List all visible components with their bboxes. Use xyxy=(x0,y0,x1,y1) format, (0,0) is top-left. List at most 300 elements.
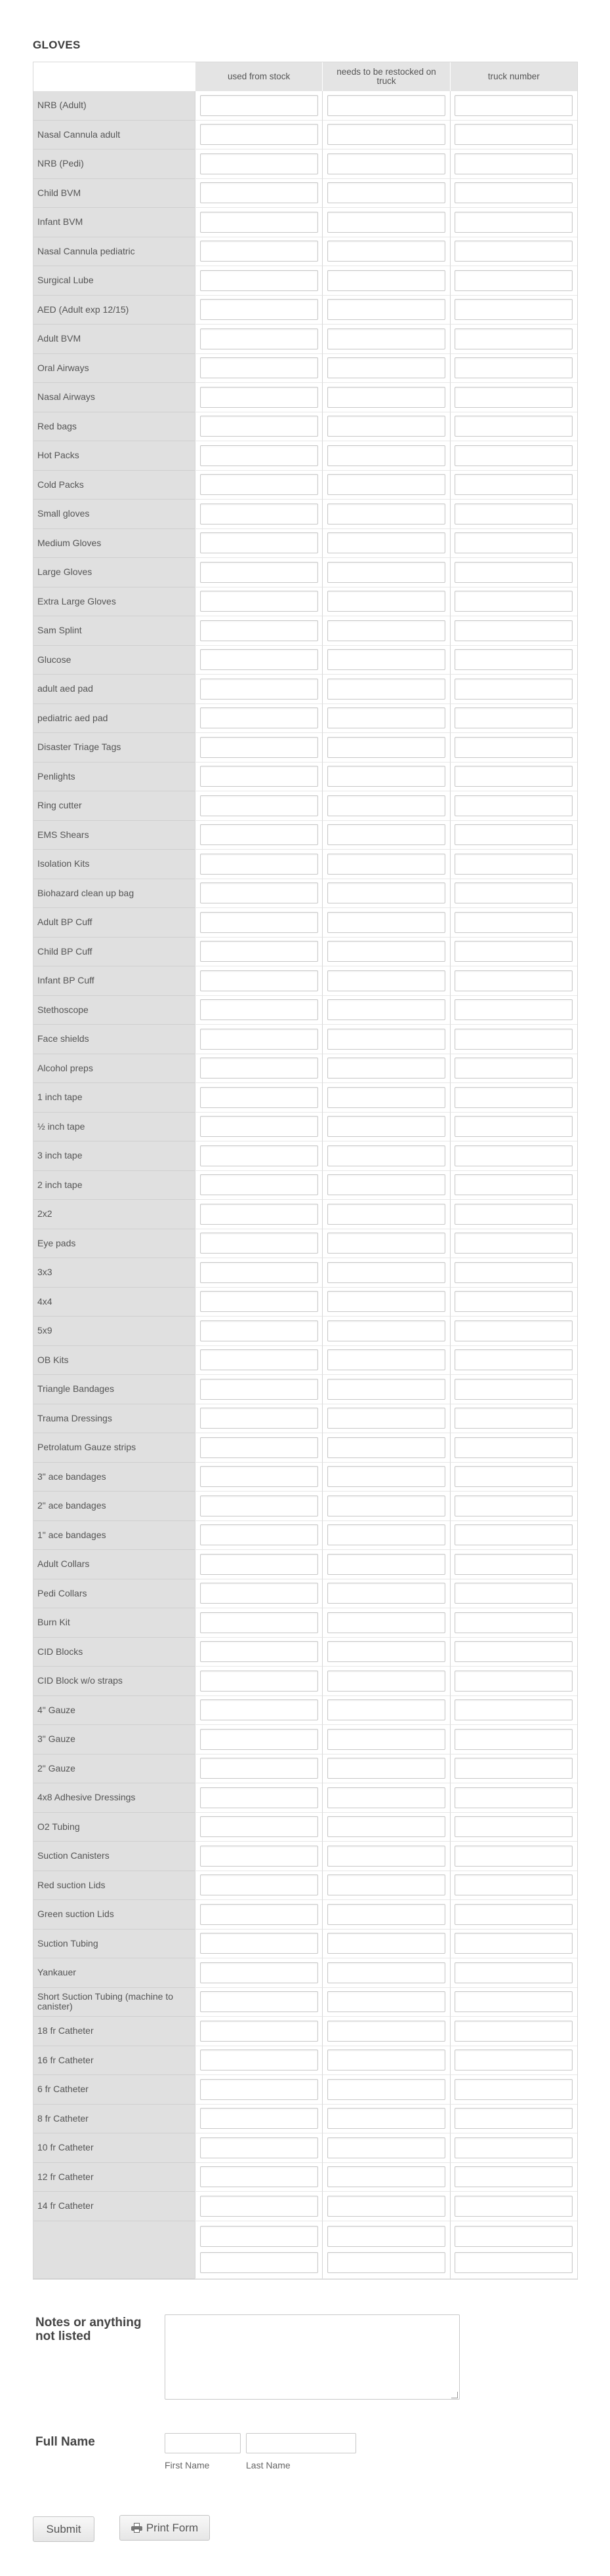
used-from-stock-input[interactable] xyxy=(200,1641,318,1662)
matrix-cell xyxy=(450,733,577,763)
truck-number-input[interactable] xyxy=(455,620,573,641)
truck-number-input[interactable] xyxy=(455,1262,573,1283)
truck-number-input[interactable] xyxy=(455,1583,573,1604)
truck-number-input[interactable] xyxy=(455,2166,573,2187)
truck-number-input[interactable] xyxy=(455,737,573,758)
row-label: Face shields xyxy=(33,1025,195,1054)
used-from-stock-input[interactable] xyxy=(200,1204,318,1225)
matrix-row xyxy=(33,1288,577,1317)
used-from-stock-input[interactable] xyxy=(200,445,318,466)
matrix-cell xyxy=(195,1258,322,1288)
used-from-stock-input[interactable] xyxy=(200,1758,318,1779)
used-from-stock-input[interactable] xyxy=(200,357,318,378)
used-from-stock-input[interactable] xyxy=(200,504,318,525)
restock-input[interactable] xyxy=(327,212,445,233)
matrix-row xyxy=(33,2046,577,2076)
used-from-stock-extra-input[interactable] xyxy=(200,2252,318,2273)
restock-input[interactable] xyxy=(327,1816,445,1837)
matrix-row xyxy=(33,850,577,879)
used-from-stock-input[interactable] xyxy=(200,1233,318,1254)
used-from-stock-input[interactable] xyxy=(200,1058,318,1079)
restock-input[interactable] xyxy=(327,1379,445,1400)
first-name-input[interactable] xyxy=(165,2433,241,2453)
used-from-stock-input[interactable] xyxy=(200,707,318,728)
truck-number-input[interactable] xyxy=(455,153,573,174)
truck-number-input[interactable] xyxy=(455,1174,573,1195)
row-label: Eye pads xyxy=(33,1229,195,1259)
truck-number-input[interactable] xyxy=(455,2050,573,2071)
used-from-stock-input[interactable] xyxy=(200,1583,318,1604)
matrix-row xyxy=(33,1579,577,1609)
restock-input[interactable] xyxy=(327,445,445,466)
truck-number-input[interactable] xyxy=(455,1408,573,1429)
matrix-row xyxy=(33,821,577,850)
used-from-stock-input[interactable] xyxy=(200,1729,318,1750)
restock-input[interactable] xyxy=(327,1408,445,1429)
matrix-row xyxy=(33,471,577,500)
truck-number-input[interactable] xyxy=(455,1671,573,1692)
truck-number-input[interactable] xyxy=(455,445,573,466)
used-from-stock-input[interactable] xyxy=(200,1816,318,1837)
restock-input[interactable] xyxy=(327,1874,445,1895)
truck-number-input[interactable] xyxy=(455,912,573,933)
matrix-row xyxy=(33,1930,577,1959)
used-from-stock-input[interactable] xyxy=(200,1874,318,1895)
matrix-cell xyxy=(195,558,322,587)
restock-input[interactable] xyxy=(327,649,445,670)
truck-number-input[interactable] xyxy=(455,854,573,875)
restock-input[interactable] xyxy=(327,941,445,962)
used-from-stock-input[interactable] xyxy=(200,620,318,641)
matrix-cell xyxy=(195,1783,322,1813)
truck-number-input[interactable] xyxy=(455,1466,573,1487)
used-from-stock-input[interactable] xyxy=(200,941,318,962)
restock-input[interactable] xyxy=(327,679,445,700)
truck-number-input[interactable] xyxy=(455,2196,573,2217)
restock-input[interactable] xyxy=(327,532,445,553)
restock-input[interactable] xyxy=(327,124,445,145)
used-from-stock-input[interactable] xyxy=(200,2021,318,2042)
used-from-stock-input[interactable] xyxy=(200,212,318,233)
used-from-stock-input[interactable] xyxy=(200,1320,318,1341)
truck-number-input[interactable] xyxy=(455,532,573,553)
restock-input[interactable] xyxy=(327,999,445,1020)
matrix-row xyxy=(33,2133,577,2163)
restock-input[interactable] xyxy=(327,504,445,525)
matrix-cell xyxy=(195,1404,322,1434)
matrix-cell xyxy=(195,908,322,938)
restock-input[interactable] xyxy=(327,1204,445,1225)
matrix-cell xyxy=(195,237,322,267)
used-from-stock-input[interactable] xyxy=(200,1174,318,1195)
restock-input[interactable] xyxy=(327,2196,445,2217)
restock-input[interactable] xyxy=(327,1262,445,1283)
used-from-stock-input[interactable] xyxy=(200,299,318,320)
matrix-cell xyxy=(450,879,577,909)
truck-number-input[interactable] xyxy=(455,941,573,962)
matrix-cell xyxy=(322,1900,449,1930)
restock-input[interactable] xyxy=(327,1554,445,1575)
used-from-stock-input[interactable] xyxy=(200,999,318,1020)
used-from-stock-input[interactable] xyxy=(200,95,318,116)
used-from-stock-input[interactable] xyxy=(200,124,318,145)
truck-number-input[interactable] xyxy=(455,1320,573,1341)
restock-input[interactable] xyxy=(327,1612,445,1633)
truck-number-input[interactable] xyxy=(455,1087,573,1108)
matrix-cell xyxy=(322,558,449,587)
truck-number-input[interactable] xyxy=(455,2021,573,2042)
truck-number-input[interactable] xyxy=(455,591,573,612)
truck-number-input[interactable] xyxy=(455,212,573,233)
used-from-stock-input[interactable] xyxy=(200,649,318,670)
restock-input[interactable] xyxy=(327,1991,445,2012)
matrix-cell xyxy=(322,908,449,938)
last-name-input[interactable] xyxy=(246,2433,356,2453)
restock-input[interactable] xyxy=(327,1233,445,1254)
used-from-stock-input[interactable] xyxy=(200,795,318,816)
restock-input[interactable] xyxy=(327,2021,445,2042)
last-name-sublabel: Last Name xyxy=(246,2460,291,2470)
used-from-stock-input[interactable] xyxy=(200,1408,318,1429)
restock-input[interactable] xyxy=(327,970,445,991)
restock-input[interactable] xyxy=(327,299,445,320)
used-from-stock-input[interactable] xyxy=(200,1554,318,1575)
truck-number-input[interactable] xyxy=(455,1204,573,1225)
used-from-stock-input[interactable] xyxy=(200,241,318,262)
restock-input[interactable] xyxy=(327,387,445,408)
used-from-stock-input[interactable] xyxy=(200,1437,318,1458)
matrix-cell xyxy=(450,179,577,208)
restock-input[interactable] xyxy=(327,1496,445,1516)
submit-button[interactable] xyxy=(33,2516,94,2542)
truck-number-input[interactable] xyxy=(455,1846,573,1867)
used-from-stock-input[interactable] xyxy=(200,1466,318,1487)
matrix-cell xyxy=(195,208,322,237)
truck-number-input[interactable] xyxy=(455,1029,573,1050)
submit-button-label: Submit xyxy=(46,2522,81,2535)
truck-number-input[interactable] xyxy=(455,1233,573,1254)
matrix-cell xyxy=(450,1930,577,1959)
row-label: 5x9 xyxy=(33,1317,195,1346)
restock-input[interactable] xyxy=(327,620,445,641)
matrix-cell xyxy=(450,1725,577,1754)
matrix-cell xyxy=(195,1171,322,1200)
restock-input[interactable] xyxy=(327,270,445,291)
used-from-stock-input[interactable] xyxy=(200,1699,318,1720)
matrix-row xyxy=(33,1083,577,1113)
truck-number-input[interactable] xyxy=(455,2079,573,2100)
column-header-truck-number: truck number xyxy=(450,62,577,91)
truck-number-input[interactable] xyxy=(455,795,573,816)
used-from-stock-input[interactable] xyxy=(200,679,318,700)
matrix-cell xyxy=(195,1463,322,1492)
used-from-stock-input[interactable] xyxy=(200,737,318,758)
matrix-cell xyxy=(195,1988,322,2017)
matrix-cell xyxy=(450,1404,577,1434)
row-label: Short Suction Tubing (machine to canister) xyxy=(33,1988,195,2017)
restock-input[interactable] xyxy=(327,241,445,262)
matrix-cell xyxy=(322,1667,449,1696)
restock-input[interactable] xyxy=(327,795,445,816)
truck-number-input[interactable] xyxy=(455,1787,573,1808)
truck-number-input[interactable] xyxy=(455,357,573,378)
restock-input[interactable] xyxy=(327,1116,445,1137)
used-from-stock-input[interactable] xyxy=(200,2137,318,2158)
truck-number-input[interactable] xyxy=(455,1816,573,1837)
truck-number-input[interactable] xyxy=(455,1349,573,1370)
matrix-cell xyxy=(195,2017,322,2046)
restock-input[interactable] xyxy=(327,357,445,378)
truck-number-extra-input[interactable] xyxy=(455,2252,573,2273)
matrix-cell xyxy=(322,587,449,617)
truck-number-input[interactable] xyxy=(455,1145,573,1166)
matrix-cell xyxy=(195,1930,322,1959)
used-from-stock-input[interactable] xyxy=(200,1991,318,2012)
matrix-cell xyxy=(195,1288,322,1317)
restock-input[interactable] xyxy=(327,1174,445,1195)
used-from-stock-extra-input[interactable] xyxy=(200,2226,318,2247)
truck-number-input[interactable] xyxy=(455,328,573,349)
restock-input[interactable] xyxy=(327,1029,445,1050)
restock-input[interactable] xyxy=(327,766,445,787)
truck-number-input[interactable] xyxy=(455,1758,573,1779)
restock-input[interactable] xyxy=(327,416,445,437)
used-from-stock-input[interactable] xyxy=(200,562,318,583)
restock-input[interactable] xyxy=(327,737,445,758)
restock-input[interactable] xyxy=(327,2108,445,2129)
restock-input[interactable] xyxy=(327,824,445,845)
used-from-stock-input[interactable] xyxy=(200,1087,318,1108)
used-from-stock-input[interactable] xyxy=(200,328,318,349)
print-form-button[interactable] xyxy=(119,2515,210,2541)
truck-number-extra-input[interactable] xyxy=(455,2226,573,2247)
used-from-stock-input[interactable] xyxy=(200,2196,318,2217)
restock-input[interactable] xyxy=(327,1758,445,1779)
restock-input[interactable] xyxy=(327,912,445,933)
truck-number-input[interactable] xyxy=(455,707,573,728)
row-label: 2" Gauze xyxy=(33,1754,195,1784)
restock-input[interactable] xyxy=(327,2079,445,2100)
row-label: Cold Packs xyxy=(33,471,195,500)
used-from-stock-input[interactable] xyxy=(200,854,318,875)
row-label: 3" ace bandages xyxy=(33,1463,195,1492)
truck-number-input[interactable] xyxy=(455,2108,573,2129)
restock-input[interactable] xyxy=(327,2050,445,2071)
used-from-stock-input[interactable] xyxy=(200,1029,318,1050)
matrix-cell xyxy=(195,325,322,354)
truck-number-input[interactable] xyxy=(455,766,573,787)
restock-input[interactable] xyxy=(327,1466,445,1487)
truck-number-input[interactable] xyxy=(455,1991,573,2012)
restock-input[interactable] xyxy=(327,1904,445,1925)
truck-number-input[interactable] xyxy=(455,95,573,116)
restock-input[interactable] xyxy=(327,1291,445,1312)
truck-number-input[interactable] xyxy=(455,1116,573,1137)
used-from-stock-input[interactable] xyxy=(200,153,318,174)
used-from-stock-input[interactable] xyxy=(200,1933,318,1954)
restock-input[interactable] xyxy=(327,1349,445,1370)
matrix-cell xyxy=(195,1054,322,1084)
restock-input[interactable] xyxy=(327,153,445,174)
matrix-cell xyxy=(195,821,322,850)
truck-number-input[interactable] xyxy=(455,270,573,291)
matrix-cell xyxy=(195,1608,322,1638)
used-from-stock-input[interactable] xyxy=(200,1904,318,1925)
restock-input[interactable] xyxy=(327,1437,445,1458)
truck-number-input[interactable] xyxy=(455,1437,573,1458)
row-label: 10 fr Catheter xyxy=(33,2133,195,2163)
used-from-stock-input[interactable] xyxy=(200,766,318,787)
restock-input[interactable] xyxy=(327,182,445,203)
restock-input[interactable] xyxy=(327,1933,445,1954)
restock-input[interactable] xyxy=(327,95,445,116)
truck-number-input[interactable] xyxy=(455,1904,573,1925)
truck-number-input[interactable] xyxy=(455,1379,573,1400)
matrix-cell xyxy=(322,1113,449,1142)
restock-input[interactable] xyxy=(327,328,445,349)
truck-number-input[interactable] xyxy=(455,1729,573,1750)
used-from-stock-input[interactable] xyxy=(200,2050,318,2071)
restock-input[interactable] xyxy=(327,2137,445,2158)
truck-number-input[interactable] xyxy=(455,504,573,525)
restock-input[interactable] xyxy=(327,1671,445,1692)
row-label: Adult BP Cuff xyxy=(33,908,195,938)
restock-input[interactable] xyxy=(327,1320,445,1341)
truck-number-input[interactable] xyxy=(455,416,573,437)
matrix-row xyxy=(33,1696,577,1726)
used-from-stock-input[interactable] xyxy=(200,1116,318,1137)
truck-number-input[interactable] xyxy=(455,1933,573,1954)
used-from-stock-input[interactable] xyxy=(200,1262,318,1283)
restock-input[interactable] xyxy=(327,1641,445,1662)
restock-input[interactable] xyxy=(327,562,445,583)
restock-input[interactable] xyxy=(327,1699,445,1720)
first-name-sublabel: First Name xyxy=(165,2460,210,2470)
truck-number-input[interactable] xyxy=(455,1554,573,1575)
restock-input[interactable] xyxy=(327,2166,445,2187)
used-from-stock-input[interactable] xyxy=(200,1379,318,1400)
truck-number-input[interactable] xyxy=(455,1496,573,1516)
restock-input[interactable] xyxy=(327,1962,445,1983)
used-from-stock-input[interactable] xyxy=(200,1962,318,1983)
restock-input[interactable] xyxy=(327,882,445,903)
truck-number-input[interactable] xyxy=(455,1962,573,1983)
truck-number-input[interactable] xyxy=(455,2137,573,2158)
truck-number-input[interactable] xyxy=(455,649,573,670)
truck-number-input[interactable] xyxy=(455,182,573,203)
truck-number-input[interactable] xyxy=(455,474,573,495)
used-from-stock-input[interactable] xyxy=(200,882,318,903)
truck-number-input[interactable] xyxy=(455,1291,573,1312)
truck-number-input[interactable] xyxy=(455,679,573,700)
used-from-stock-input[interactable] xyxy=(200,1524,318,1545)
used-from-stock-input[interactable] xyxy=(200,970,318,991)
truck-number-input[interactable] xyxy=(455,387,573,408)
restock-input[interactable] xyxy=(327,474,445,495)
restock-input[interactable] xyxy=(327,1058,445,1079)
truck-number-input[interactable] xyxy=(455,1699,573,1720)
matrix-cell xyxy=(450,237,577,267)
used-from-stock-input[interactable] xyxy=(200,1496,318,1516)
used-from-stock-input[interactable] xyxy=(200,1612,318,1633)
matrix-cell xyxy=(322,237,449,267)
used-from-stock-input[interactable] xyxy=(200,2079,318,2100)
restock-input[interactable] xyxy=(327,1846,445,1867)
truck-number-input[interactable] xyxy=(455,970,573,991)
truck-number-input[interactable] xyxy=(455,999,573,1020)
used-from-stock-input[interactable] xyxy=(200,1671,318,1692)
used-from-stock-input[interactable] xyxy=(200,387,318,408)
truck-number-input[interactable] xyxy=(455,824,573,845)
used-from-stock-input[interactable] xyxy=(200,532,318,553)
used-from-stock-input[interactable] xyxy=(200,1349,318,1370)
restock-input[interactable] xyxy=(327,707,445,728)
restock-input[interactable] xyxy=(327,1787,445,1808)
matrix-cell xyxy=(450,1346,577,1376)
matrix-row xyxy=(33,91,577,121)
row-label: Small gloves xyxy=(33,500,195,529)
truck-number-input[interactable] xyxy=(455,241,573,262)
used-from-stock-input[interactable] xyxy=(200,416,318,437)
matrix-cell xyxy=(322,1054,449,1084)
used-from-stock-input[interactable] xyxy=(200,912,318,933)
used-from-stock-input[interactable] xyxy=(200,1145,318,1166)
matrix-cell xyxy=(322,2133,449,2163)
truck-number-input[interactable] xyxy=(455,882,573,903)
used-from-stock-input[interactable] xyxy=(200,270,318,291)
used-from-stock-input[interactable] xyxy=(200,474,318,495)
resize-grip-icon[interactable] xyxy=(451,2392,458,2398)
restock-extra-input[interactable] xyxy=(327,2226,445,2247)
used-from-stock-input[interactable] xyxy=(200,2108,318,2129)
notes-textarea[interactable] xyxy=(165,2314,460,2400)
matrix-row xyxy=(33,121,577,150)
restock-input[interactable] xyxy=(327,1729,445,1750)
used-from-stock-input[interactable] xyxy=(200,182,318,203)
matrix-row xyxy=(33,1958,577,1988)
matrix-cell xyxy=(450,471,577,500)
truck-number-input[interactable] xyxy=(455,1058,573,1079)
used-from-stock-input[interactable] xyxy=(200,591,318,612)
truck-number-input[interactable] xyxy=(455,299,573,320)
restock-input[interactable] xyxy=(327,591,445,612)
restock-input[interactable] xyxy=(327,1524,445,1545)
matrix-row xyxy=(33,1054,577,1084)
restock-input[interactable] xyxy=(327,1583,445,1604)
truck-number-input[interactable] xyxy=(455,1524,573,1545)
matrix-cell xyxy=(322,529,449,559)
restock-extra-input[interactable] xyxy=(327,2252,445,2273)
truck-number-input[interactable] xyxy=(455,562,573,583)
used-from-stock-input[interactable] xyxy=(200,824,318,845)
truck-number-input[interactable] xyxy=(455,1874,573,1895)
truck-number-input[interactable] xyxy=(455,124,573,145)
used-from-stock-input[interactable] xyxy=(200,1787,318,1808)
matrix-cell xyxy=(450,91,577,121)
row-label: Surgical Lube xyxy=(33,266,195,296)
restock-input[interactable] xyxy=(327,1087,445,1108)
matrix-row xyxy=(33,2017,577,2046)
matrix-cell xyxy=(450,558,577,587)
truck-number-input[interactable] xyxy=(455,1641,573,1662)
matrix-cell xyxy=(450,587,577,617)
used-from-stock-input[interactable] xyxy=(200,1291,318,1312)
restock-input[interactable] xyxy=(327,854,445,875)
used-from-stock-input[interactable] xyxy=(200,1846,318,1867)
restock-input[interactable] xyxy=(327,1145,445,1166)
used-from-stock-input[interactable] xyxy=(200,2166,318,2187)
truck-number-input[interactable] xyxy=(455,1612,573,1633)
